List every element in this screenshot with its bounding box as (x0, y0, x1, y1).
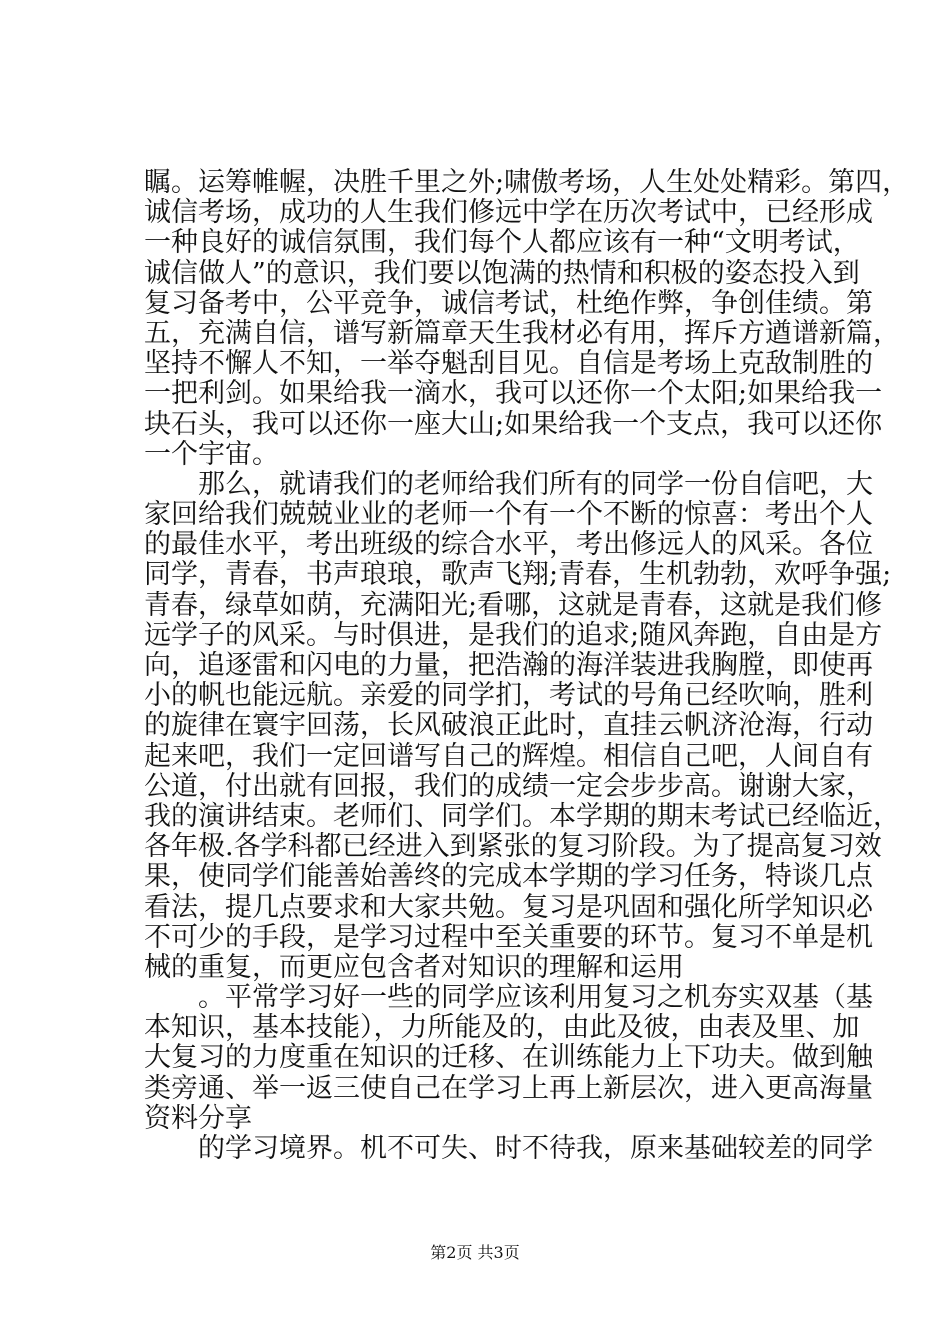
text-line: 械的重复，而更应包含者对知识的理解和运用 (144, 951, 684, 983)
text-line: 一个宇宙。 (144, 438, 279, 470)
text-line: 同学，青春，书声琅琅，歌声飞翔;青春，生机勃勃，欢呼争强; (144, 559, 892, 591)
text-line: 的最佳水平，考出班级的综合水平，考出修远人的风采。各位 (144, 529, 873, 561)
text-line: 公道，付出就有回报，我们的成绩一定会步步高。谢谢大家， (144, 770, 873, 802)
text-line: 各年极.各学科都已经进入到紧张的复习阶段。为了提高复习效 (144, 831, 882, 863)
text-line: 本知识，基本技能），力所能及的，由此及彼，由表及里、加 (144, 1012, 860, 1044)
text-line: 坚持不懈人不知，一举夺魁刮目见。自信是考场上克敌制胜的 (144, 348, 873, 380)
text-line: 块石头，我可以还你一座大山;如果给我一个支点，我可以还你 (144, 408, 883, 440)
text-line: 果，使同学们能善始善终的完成本学期的学习任务，特谈几点 (144, 861, 873, 893)
text-line: 那么，就请我们的老师给我们所有的同学一份自信吧，大 (144, 468, 873, 500)
text-line: 五，充满自信，谱写新篇章天生我材必有用，挥斥方遒谱新篇， (144, 317, 900, 349)
text-line: 。平常学习好一些的同学应该利用复习之机夯实双基（基 (144, 982, 873, 1014)
body-text (144, 167, 910, 1164)
text-line: 诚信考场，成功的人生我们修远中学在历次考试中，已经形成 (144, 197, 873, 229)
text-line: 瞩。运筹帷幄，决胜千里之外;啸傲考场，人生处处精彩。第四， (144, 167, 910, 198)
text-line: 小的帆也能远航。亲爱的同学扪，考试的号角已经吹响，胜利 (144, 680, 873, 712)
text-line: 的学习境界。机不可失、时不待我，原来基础较差的同学 (144, 1133, 873, 1164)
text-line: 向，追逐雷和闪电的力量，把浩瀚的海洋装进我胸膛，即使再 (144, 650, 873, 681)
text-line: 复习备考中，公平竞争，诚信考试，杜绝作弊，争创佳绩。第 (144, 287, 873, 319)
text-line: 我的演讲结束。老师们、同学们。本学期的期末考试已经临近， (144, 800, 900, 832)
text-line: 资料分享 (144, 1102, 252, 1134)
page-number: 第2页 共3页 (430, 1243, 520, 1262)
text-line: 一种良好的诚信氛围，我们每个人都应该有一种“文明考试， (144, 227, 860, 259)
text-line: 大复习的力度重在知识的迁移、在训练能力上下功夫。做到触 (144, 1042, 873, 1074)
text-line: 看法，提几点要求和大家共勉。复习是巩固和强化所学知识必 (144, 891, 873, 923)
text-line: 诚信做人”的意识，我们要以饱满的热情和积极的姿态投入到 (144, 257, 860, 289)
text-line: 的旋律在寰宇回荡，长风破浪正此时，直挂云帆济沧海，行动 (144, 710, 873, 742)
text-line: 不可少的手段，是学习过程中至关重要的环节。复习不单是机 (144, 921, 873, 953)
text-line: 青春，绿草如荫，充满阳光;看哪，这就是青春，这就是我们修 (144, 589, 883, 621)
text-line: 类旁通、举一返三使自己在学习上再上新层次，进入更高海量 (144, 1072, 873, 1104)
text-line: 远学子的风采。与时俱进，是我们的追求;随风奔跑，自由是方 (144, 619, 883, 651)
text-line: 起来吧，我们一定回谱写自己的辉煌。相信自己吧，人间自有 (144, 740, 873, 772)
text-line: 家回给我们兢兢业业的老师一个有一个不断的惊喜：考出个人 (144, 499, 873, 531)
text-line: 一把利剑。如果给我一滴水，我可以还你一个太阳;如果给我一 (144, 378, 883, 410)
